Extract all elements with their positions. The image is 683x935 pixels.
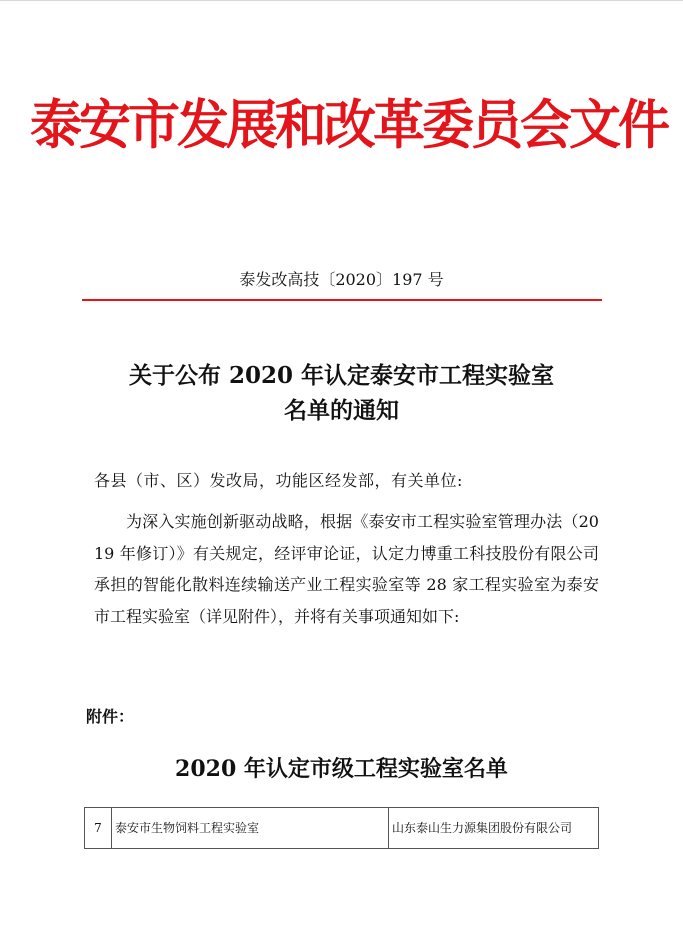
lab-list-table [84, 807, 599, 849]
attachment-list-title: 2020 年认定市级工程实验室名单 [175, 756, 508, 782]
notice-title-line-2: 名单的通知 [284, 397, 399, 424]
row-index-cell: 7 [85, 808, 112, 849]
lab-name-cell: 泰安市生物饲料工程实验室 [112, 808, 389, 849]
table-row [85, 808, 599, 849]
body-paragraph: 为深入实施创新驱动战略，根据《泰安市工程实验室管理办法（2019 年修订）》有关规定，经评审论证，认定力博重工科技股份有限公司承担的智能化散料连续输送产业工程实验室等 28 家工程实验室为泰安市工程实验室（详见附件），并将有关事项通知如下: [94, 512, 599, 626]
organization-cell: 山东泰山生力源集团股份有限公司 [389, 808, 599, 849]
document-number: 泰发改高技〔2020〕197 号 [239, 270, 444, 289]
red-separator-line [82, 299, 602, 301]
attachment-label: 附件： [86, 707, 135, 726]
salutation: 各县（市、区）发改局，功能区经发部，有关单位: [94, 471, 463, 490]
top-edge-line [0, 0, 683, 1]
document-masthead: 泰安市发展和改革委员会文件 [30, 94, 668, 157]
notice-title-line-1: 关于公布 2020 年认定泰安市工程实验室 [128, 362, 555, 389]
